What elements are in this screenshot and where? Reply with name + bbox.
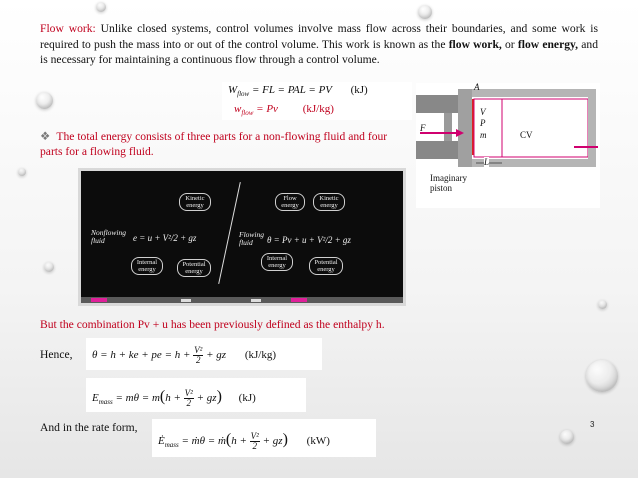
energy-chalkboard (78, 168, 406, 306)
paragraph-text: Unlike closed systems, control volumes involve mass flow across their boundaries, and some work is required to push the mass into or out of the control volume. This work is known as the (40, 22, 598, 51)
potential-energy-box: Potential energy (309, 257, 343, 275)
decor-bubble (586, 360, 618, 392)
eq-text: + gz (203, 349, 227, 362)
eq-subscript: mass (98, 398, 113, 407)
decor-bubble (36, 92, 53, 109)
pressure-label: P (480, 118, 486, 128)
chalk-piece (181, 299, 191, 302)
enthalpy-sentence: But the combination Pv + u has been previously defined as the enthalpy h. (40, 318, 385, 331)
close-paren: ) (282, 431, 288, 448)
internal-energy-box: Internal energy (261, 253, 293, 271)
eq-text: h + (231, 435, 250, 447)
eq-symbol: w (234, 103, 242, 115)
eq-text: h + (165, 392, 184, 404)
fraction-numerator: V² (250, 430, 259, 441)
cv-label: CV (520, 130, 533, 140)
eq-symbol: W (228, 84, 238, 96)
eq-unit: (kJ) (350, 84, 368, 96)
eq-unit: (kJ) (238, 392, 256, 404)
kinetic-energy-box: Kinetic energy (179, 193, 211, 211)
eq-text: = FL = PAL = PV (249, 84, 332, 96)
fraction (184, 389, 194, 408)
open-paren: ( (225, 431, 232, 448)
flow-energy-bold: flow energy, (517, 37, 579, 51)
board-divider (218, 182, 241, 284)
force-label: F (420, 123, 426, 133)
close-paren: ) (216, 388, 222, 405)
eq-text: = mθ = m (112, 392, 160, 404)
flowing-equation: θ = Pv + u + V²/2 + gz (267, 235, 351, 245)
eq-text: θ = h + ke + pe = h + (92, 349, 194, 362)
diamond-bullet-icon: ❖ (40, 130, 51, 143)
decor-bubble (18, 168, 26, 176)
fraction-denominator: 2 (252, 440, 257, 451)
decor-bubble (96, 2, 106, 12)
chalk-piece (251, 299, 261, 302)
theta-equation (86, 338, 322, 370)
eq-text: + gz (193, 392, 217, 404)
fraction-numerator: V² (184, 387, 193, 398)
length-label: L (484, 157, 490, 167)
rate-equation (152, 419, 376, 457)
eq-text: = ṁθ = ṁ (178, 435, 226, 447)
decor-bubble (418, 5, 432, 19)
flow-work-bold: flow work, (448, 37, 502, 51)
nonflowing-equation: e = u + V²/2 + gz (133, 233, 197, 243)
chalk-piece (91, 298, 107, 302)
open-paren: ( (159, 388, 166, 405)
flow-energy-box: Flow energy (275, 193, 305, 211)
eq-unit: (kJ/kg) (302, 103, 334, 115)
chalk-piece (291, 298, 307, 302)
internal-energy-box: Internal energy (131, 257, 163, 275)
eq-symbol: Ė (158, 435, 165, 447)
flow-work-diagram (416, 83, 600, 208)
fraction-numerator: V² (194, 345, 203, 355)
flow-work-paragraph (40, 21, 598, 68)
eq-symbol: E (92, 392, 99, 404)
fraction-denominator: 2 (196, 355, 201, 365)
mass-label: m (480, 130, 487, 140)
nonflowing-label: Nonflowing fluid (91, 228, 127, 245)
flowing-label: Flowing fluid (239, 230, 265, 247)
eq-subscript: mass (164, 441, 179, 450)
bullet-text: The total energy consists of three parts for a non-flowing fluid and four parts for a flowing fluid. (40, 130, 388, 158)
page-number: 3 (590, 420, 595, 429)
flow-work-term: Flow work: (40, 22, 96, 35)
board-ledge (81, 297, 403, 303)
hence-label: Hence, (40, 348, 73, 361)
fraction-denominator: 2 (186, 397, 191, 408)
paragraph-text: or (501, 37, 518, 51)
flow-work-equations (222, 82, 412, 120)
fraction (250, 432, 260, 451)
piston-label: Imaginary piston (430, 173, 467, 193)
area-label: A (474, 82, 480, 92)
kinetic-energy-box: Kinetic energy (313, 193, 345, 211)
fraction (193, 346, 203, 365)
total-energy-bullet (40, 129, 400, 159)
eq-text: + gz (259, 435, 283, 447)
decor-bubble (598, 300, 607, 309)
eq-text: = Pv (253, 103, 278, 115)
eq-subscript: flow (241, 109, 254, 118)
paragraph-text: and is necessary for maintaining a continuous flow through a control volume. (40, 37, 599, 66)
emass-equation (86, 378, 306, 412)
decor-bubble (560, 430, 574, 444)
volume-label: V (480, 107, 486, 117)
potential-energy-box: Potential energy (177, 259, 211, 277)
decor-bubble (44, 262, 54, 272)
rate-form-label: And in the rate form, (40, 421, 138, 434)
eq-subscript: flow (237, 90, 250, 99)
eq-unit: (kJ/kg) (244, 349, 277, 362)
eq-unit: (kW) (306, 435, 330, 447)
